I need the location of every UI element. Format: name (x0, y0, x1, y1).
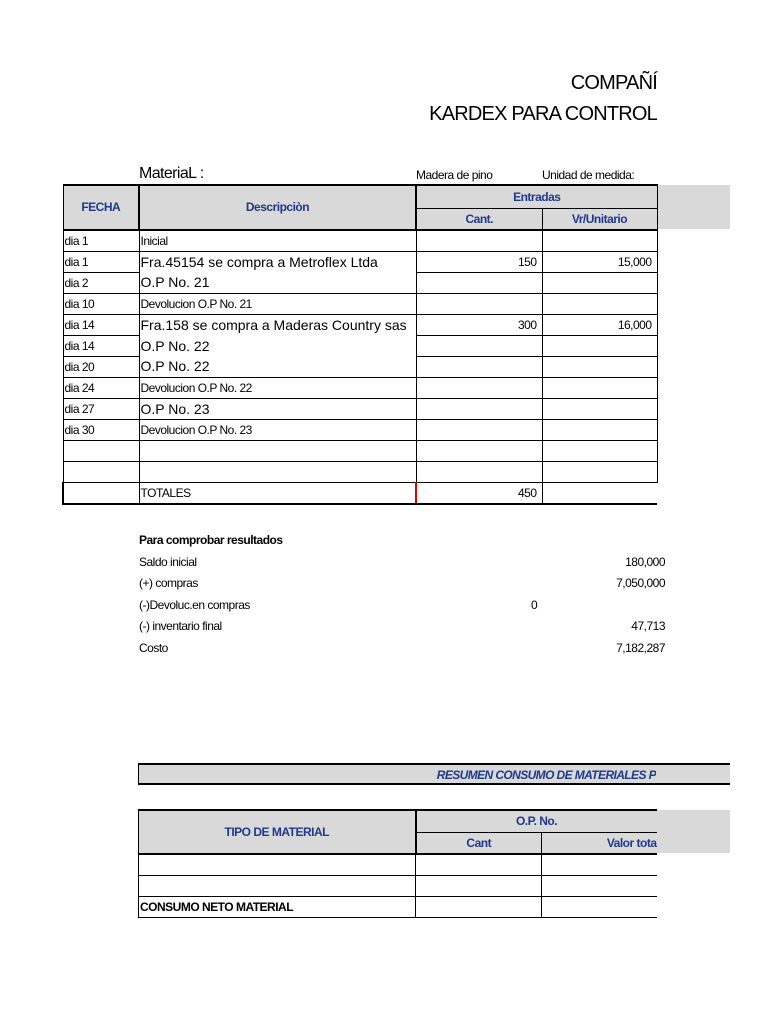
totals-cant: 450 (416, 482, 542, 504)
cell-fecha: dia 10 (63, 293, 139, 314)
resumen-banner (138, 763, 730, 785)
cell-descripcion: O.P No. 23 (139, 398, 416, 419)
cell-cant (416, 272, 542, 293)
cell-descripcion: O.P No. 21 (139, 272, 416, 293)
cell-fecha: dia 27 (63, 398, 139, 419)
saldo-inicial-label: Saldo inicial (139, 554, 197, 569)
cell-fecha: dia 24 (63, 377, 139, 398)
col-header-cant: Cant. (416, 208, 542, 230)
cell-vr-unitario: 15,000 (542, 251, 657, 272)
cell-vr-unitario (542, 335, 657, 356)
saldo-inicial-value: 180,000 (625, 554, 665, 569)
group-header-entradas: Entradas (416, 185, 657, 208)
cell-fecha: dia 20 (63, 356, 139, 377)
unit-label: Unidad de medida: (542, 168, 635, 182)
compras-value: 7,050,000 (616, 576, 665, 590)
col-header-vr-unitario: Vr/Unitario (542, 208, 657, 230)
consumo-row (139, 896, 657, 917)
table-row (63, 377, 657, 398)
cell-descripcion: O.P No. 22 (139, 335, 416, 356)
cell-cant (416, 398, 542, 419)
compras-label: (+) compras (139, 576, 198, 590)
cell-cant (416, 293, 542, 314)
table-row (63, 335, 657, 356)
table-row (63, 230, 657, 252)
totals-row (63, 482, 657, 504)
header-gray-band (657, 185, 730, 229)
col-header-cant: Cant (416, 832, 542, 854)
cell-vr-unitario (542, 293, 657, 314)
devoluc-value: 0 (531, 597, 538, 612)
cell-vr-unitario (542, 377, 657, 398)
cell-cant (416, 377, 542, 398)
cell-cant: 150 (416, 251, 542, 272)
summary-table (138, 809, 657, 918)
cell-vr-unitario (542, 356, 657, 377)
cell-vr-unitario (542, 230, 657, 252)
cell-fecha: dia 14 (63, 335, 139, 356)
cell-fecha: dia 2 (63, 272, 139, 293)
table-row (63, 314, 657, 335)
cell-cant: 300 (416, 314, 542, 335)
cell-descripcion: Devolucion O.P No. 22 (139, 377, 416, 398)
cell-cant (416, 335, 542, 356)
cell-vr-unitario (542, 398, 657, 419)
summary-gray-band (657, 810, 730, 853)
cell-cant (416, 419, 542, 440)
devoluc-label: (-)Devoluc.en compras (139, 597, 250, 612)
cell-descripcion: Fra.45154 se compra a Metroflex Ltda (139, 251, 416, 272)
col-header-valor-total: Valor tota (542, 832, 657, 854)
table-row-empty (63, 440, 657, 461)
table-row (63, 419, 657, 440)
resumen-title: RESUMEN CONSUMO DE MATERIALES P (436, 768, 656, 782)
cell-cant (416, 230, 542, 252)
cell-cant (416, 356, 542, 377)
kardex-table (62, 184, 658, 505)
cell-descripcion: Devolucion O.P No. 21 (139, 293, 416, 314)
table-row (63, 272, 657, 293)
consumo-neto-label: CONSUMO NETO MATERIAL (139, 896, 416, 917)
cell-descripcion: Inicial (139, 230, 416, 252)
page-subtitle: KARDEX PARA CONTROL (429, 103, 657, 125)
totals-label: TOTALES (139, 482, 416, 504)
costo-label: Costo (139, 640, 168, 655)
group-header-op: O.P. No. (416, 810, 657, 832)
table-row (63, 356, 657, 377)
table-row (63, 251, 657, 272)
cell-vr-unitario: 16,000 (542, 314, 657, 335)
cell-fecha: dia 30 (63, 419, 139, 440)
cell-descripcion: O.P No. 22 (139, 356, 416, 377)
col-header-tipo-material: TIPO DE MATERIAL (139, 810, 416, 854)
cell-vr-unitario (542, 419, 657, 440)
inventario-final-label: (-) inventario final (139, 619, 222, 633)
table-row-empty (63, 461, 657, 482)
col-header-descripcion: Descripciòn (139, 185, 416, 230)
cell-descripcion: Fra.158 se compra a Maderas Country sas (139, 314, 416, 335)
cell-descripcion: Devolucion O.P No. 23 (139, 419, 416, 440)
material-label: MateriaL : (139, 165, 204, 182)
page-title: COMPAÑÍ (570, 72, 657, 94)
col-header-fecha: FECHA (63, 185, 139, 230)
cell-vr-unitario (542, 272, 657, 293)
cell-fecha: dia 1 (63, 230, 139, 252)
table-row (63, 398, 657, 419)
check-title: Para comprobar resultados (139, 533, 283, 547)
check-results-block (139, 533, 665, 662)
material-value: Madera de pino (416, 168, 493, 182)
cell-fecha: dia 14 (63, 314, 139, 335)
table-row-empty (139, 875, 657, 896)
inventario-final-value: 47,713 (631, 619, 665, 633)
table-row-empty (139, 854, 657, 876)
costo-value: 7,182,287 (616, 640, 665, 655)
cell-fecha: dia 1 (63, 251, 139, 272)
table-row (63, 293, 657, 314)
